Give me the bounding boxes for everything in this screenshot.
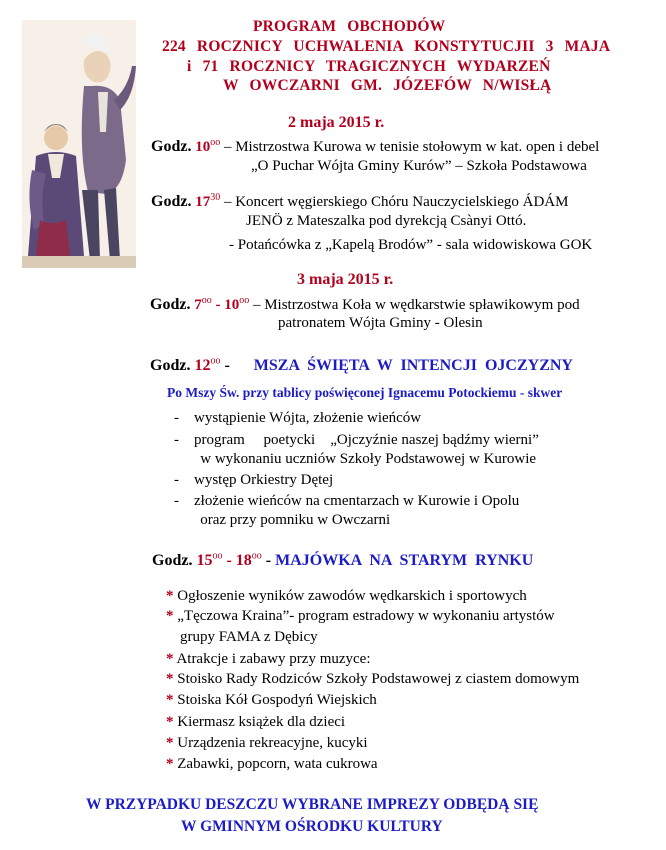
ceremony-item: - występ Orkiestry Dętej: [174, 472, 334, 488]
event-time: $12^{oo}$: [194, 355, 221, 374]
event-tennis: [151, 138, 599, 156]
header-line-4: W OWCZARNI GM. JÓZEFÓW N/WISŁĄ: [223, 77, 552, 94]
after-mass-note: Po Mszy Św. przy tablicy poświęconej Ignacemu Potockiemu - skwer: [167, 385, 563, 400]
asterisk-icon: *: [166, 735, 174, 751]
attraction-item: [166, 735, 368, 752]
asterisk-icon: *: [166, 756, 174, 772]
ceremony-item: - program poetycki „Ojczyźnie naszej bądźmy wierni”: [174, 432, 539, 448]
attraction-text: Stoisko Rady Rodziców Szkoły Podstawowej z ciastem domowym: [177, 671, 580, 687]
ceremony-item: oraz przy pomniku w Owczarni: [174, 512, 391, 528]
date-may-3: 3 maja 2015 r.: [297, 271, 394, 288]
event-time: $17^{30}$: [195, 192, 221, 210]
asterisk-icon: *: [166, 671, 174, 687]
attraction-item: [166, 588, 527, 605]
event-concert: [151, 193, 568, 211]
attraction-item: [166, 714, 345, 731]
attraction-item: [166, 692, 377, 709]
date-may-2: 2 maja 2015 r.: [288, 114, 385, 131]
asterisk-icon: *: [166, 608, 174, 624]
header-line-1: PROGRAM OBCHODÓW: [253, 18, 446, 35]
event-text: – Mistrzostwa Kurowa w tenisie stołowym w kat. open i debel: [220, 139, 600, 155]
attraction-text: Stoiska Kół Gospodyń Wiejskich: [177, 692, 377, 708]
attraction-item: [166, 671, 579, 688]
event-time: $10^{oo}$: [195, 137, 221, 155]
event-text: – Mistrzostwa Koła w wędkarstwie spławikowym pod: [249, 297, 580, 313]
attraction-item: [166, 651, 371, 668]
ceremony-item: - złożenie wieńców na cmentarzach w Kurowie i Opolu: [174, 493, 520, 509]
majowka-title: MAJÓWKA NA STARYM RYNKU: [275, 552, 534, 569]
attraction-text: grupy FAMA z Dębicy: [180, 629, 318, 645]
godz-label: Godz.: [151, 138, 192, 155]
event-concert-line-2: JENÖ z Mateszalka pod dyrekcją Csànyi Ottó.: [246, 213, 527, 229]
godz-label: Godz.: [151, 193, 192, 210]
header-line-2: 224 ROCZNICY UCHWALENIA KONSTYTUCJII 3 MAJA: [162, 38, 611, 55]
godz-label: Godz.: [152, 552, 193, 569]
mass-title: MSZA ŚWIĘTA W INTENCJI OJCZYZNY: [253, 357, 573, 374]
godz-label: Godz.: [150, 296, 191, 313]
asterisk-icon: *: [166, 714, 174, 730]
attraction-text: „Tęczowa Kraina”- program estradowy w wykonaniu artystów: [177, 608, 555, 624]
header-line-3: i 71 ROCZNICY TRAGICZNYCH WYDARZEŃ: [187, 58, 551, 75]
attraction-text: Kiermasz książek dla dzieci: [177, 714, 346, 730]
attraction-text: Urządzenia rekreacyjne, kucyki: [177, 735, 368, 751]
event-time: $15^{oo} - 18^{oo}$: [196, 550, 262, 569]
asterisk-icon: *: [166, 692, 174, 708]
asterisk-icon: *: [166, 651, 174, 667]
event-mass: Godz. $12^{oo}$ - MSZA ŚWIĘTA W INTENCJI OJCZYZNY: [150, 355, 573, 374]
event-tennis-line-2: „O Puchar Wójta Gminy Kurów” – Szkoła Podstawowa: [251, 158, 587, 174]
attraction-text: Zabawki, popcorn, wata cukrowa: [177, 756, 378, 772]
attraction-text: Atrakcje i zabawy przy muzyce:: [176, 651, 371, 667]
attraction-item: [166, 608, 555, 625]
attraction-text: Ogłoszenie wyników zawodów wędkarskich i sportowych: [177, 588, 527, 604]
footer-line-1: W PRZYPADKU DESZCZU WYBRANE IMPREZY ODBĘDĄ SIĘ: [86, 796, 539, 813]
godz-label: Godz.: [150, 357, 191, 374]
asterisk-icon: *: [166, 588, 174, 604]
ceremony-item: w wykonaniu uczniów Szkoły Podstawowej w Kurowie: [174, 451, 537, 467]
ceremony-item: - wystąpienie Wójta, złożenie wieńców: [174, 410, 422, 426]
event-text: – Koncert węgierskiego Chóru Nauczycielskiego ÁDÁM: [220, 194, 569, 210]
event-time: $7^{oo} - 10^{oo}$: [194, 295, 250, 313]
historical-figures-illustration: [22, 20, 136, 268]
attraction-item: [166, 756, 378, 773]
attraction-item: [180, 629, 318, 646]
event-fishing-line-2: patronatem Wójta Gminy - Olesin: [278, 315, 483, 331]
event-fishing: [150, 296, 580, 314]
event-majowka: Godz. $15^{oo} - 18^{oo}$ - MAJÓWKA NA STARYM RYNKU: [152, 550, 534, 569]
footer-line-2: W GMINNYM OŚRODKU KULTURY: [181, 818, 443, 835]
event-dance: - Potańcówka z „Kapelą Brodów” - sala widowiskowa GOK: [229, 237, 593, 253]
